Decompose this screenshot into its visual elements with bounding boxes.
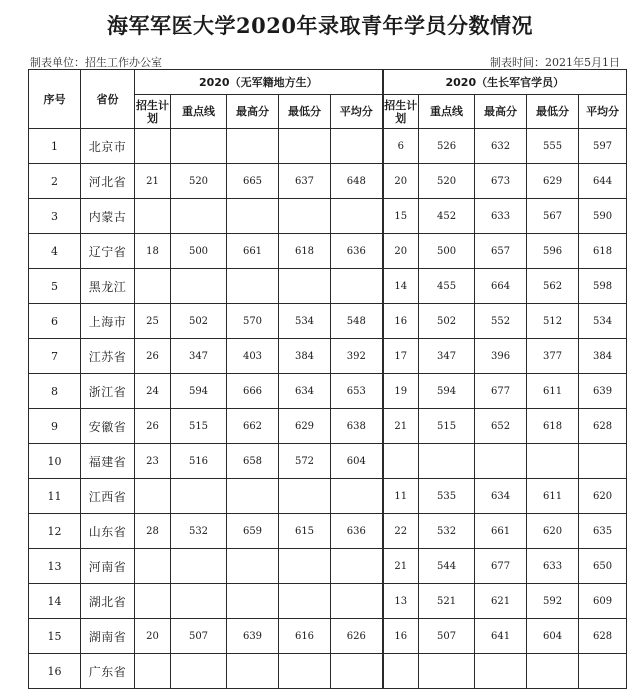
local-min-score: [279, 654, 331, 689]
cadet-key-line: 520: [419, 164, 475, 199]
local-min-score: 637: [279, 164, 331, 199]
local-avg-score: 653: [331, 374, 383, 409]
cadet-plan: 16: [383, 304, 419, 339]
header-plan: 招生计划: [383, 95, 419, 129]
cadet-plan: 20: [383, 234, 419, 269]
local-plan: 25: [135, 304, 171, 339]
local-plan: [135, 584, 171, 619]
row-province: 辽宁省: [81, 234, 135, 269]
local-plan: [135, 549, 171, 584]
cadet-max-score: 664: [475, 269, 527, 304]
table-row: [29, 269, 627, 304]
cadet-avg-score: 639: [579, 374, 627, 409]
page-title: 海军军医大学2020年录取青年学员分数情况: [107, 13, 533, 38]
cadet-plan: 20: [383, 164, 419, 199]
row-province: 上海市: [81, 304, 135, 339]
cadet-key-line: 507: [419, 619, 475, 654]
cadet-avg-score: 534: [579, 304, 627, 339]
cadet-max-score: 677: [475, 549, 527, 584]
cadet-avg-score: 650: [579, 549, 627, 584]
table-row: [29, 199, 627, 234]
header-min: 最低分: [527, 95, 579, 129]
cadet-avg-score: 644: [579, 164, 627, 199]
local-key-line: 532: [171, 514, 227, 549]
local-plan: 28: [135, 514, 171, 549]
row-province: 湖北省: [81, 584, 135, 619]
table-row: [29, 619, 627, 654]
cadet-min-score: 555: [527, 129, 579, 164]
cadet-key-line: 532: [419, 514, 475, 549]
row-seq: 4: [29, 234, 81, 269]
table-row: [29, 409, 627, 444]
local-max-score: [227, 199, 279, 234]
cadet-key-line: 500: [419, 234, 475, 269]
local-plan: [135, 654, 171, 689]
table-row: [29, 129, 627, 164]
table-row: [29, 584, 627, 619]
cadet-max-score: 396: [475, 339, 527, 374]
local-plan: [135, 269, 171, 304]
local-key-line: [171, 584, 227, 619]
cadet-plan: 14: [383, 269, 419, 304]
cadet-key-line: [419, 444, 475, 479]
local-key-line: 594: [171, 374, 227, 409]
row-province: 内蒙古: [81, 199, 135, 234]
local-max-score: 662: [227, 409, 279, 444]
local-avg-score: [331, 129, 383, 164]
local-key-line: [171, 199, 227, 234]
cadet-avg-score: 628: [579, 409, 627, 444]
local-key-line: 347: [171, 339, 227, 374]
cadet-key-line: 502: [419, 304, 475, 339]
local-avg-score: 392: [331, 339, 383, 374]
header-avg: 平均分: [579, 95, 627, 129]
local-max-score: [227, 584, 279, 619]
local-key-line: [171, 654, 227, 689]
cadet-max-score: 633: [475, 199, 527, 234]
cadet-min-score: 611: [527, 374, 579, 409]
cadet-plan: 6: [383, 129, 419, 164]
local-plan: 20: [135, 619, 171, 654]
local-min-score: 618: [279, 234, 331, 269]
cadet-max-score: 657: [475, 234, 527, 269]
local-max-score: [227, 549, 279, 584]
local-key-line: [171, 479, 227, 514]
row-province: 河北省: [81, 164, 135, 199]
local-min-score: [279, 479, 331, 514]
cadet-plan: 13: [383, 584, 419, 619]
local-avg-score: [331, 479, 383, 514]
cadet-avg-score: 618: [579, 234, 627, 269]
cadet-key-line: 526: [419, 129, 475, 164]
local-avg-score: 604: [331, 444, 383, 479]
local-avg-score: 636: [331, 514, 383, 549]
cadet-avg-score: 635: [579, 514, 627, 549]
cadet-avg-score: 620: [579, 479, 627, 514]
row-seq: 8: [29, 374, 81, 409]
cadet-key-line: 452: [419, 199, 475, 234]
header-line: 重点线: [419, 95, 475, 129]
local-key-line: [171, 129, 227, 164]
cadet-min-score: 377: [527, 339, 579, 374]
local-min-score: 615: [279, 514, 331, 549]
cadet-plan: 11: [383, 479, 419, 514]
local-avg-score: [331, 199, 383, 234]
local-plan: [135, 199, 171, 234]
local-min-score: 534: [279, 304, 331, 339]
cadet-min-score: [527, 654, 579, 689]
cadet-min-score: 592: [527, 584, 579, 619]
local-avg-score: [331, 584, 383, 619]
row-seq: 10: [29, 444, 81, 479]
table-row: [29, 654, 627, 689]
cadet-min-score: 562: [527, 269, 579, 304]
maker-unit: 制表单位：招生工作办公室: [30, 56, 162, 69]
cadet-min-score: 633: [527, 549, 579, 584]
row-province: 河南省: [81, 549, 135, 584]
local-max-score: [227, 654, 279, 689]
cadet-avg-score: [579, 654, 627, 689]
cadet-key-line: 347: [419, 339, 475, 374]
cadet-min-score: 596: [527, 234, 579, 269]
local-max-score: 666: [227, 374, 279, 409]
table-row: [29, 234, 627, 269]
cadet-max-score: 641: [475, 619, 527, 654]
cadet-key-line: 594: [419, 374, 475, 409]
row-seq: 12: [29, 514, 81, 549]
cadet-min-score: 567: [527, 199, 579, 234]
header-seq: 序号: [29, 70, 81, 129]
local-max-score: [227, 129, 279, 164]
cadet-key-line: 535: [419, 479, 475, 514]
header-max: 最高分: [227, 95, 279, 129]
local-key-line: 516: [171, 444, 227, 479]
local-min-score: [279, 549, 331, 584]
header-group-cadet: 2020（生长军官学员）: [383, 70, 627, 95]
table-row: [29, 374, 627, 409]
cadet-avg-score: 384: [579, 339, 627, 374]
cadet-avg-score: 609: [579, 584, 627, 619]
make-time: 制表时间：2021年5月1日: [490, 56, 620, 69]
cadet-avg-score: 628: [579, 619, 627, 654]
cadet-min-score: 618: [527, 409, 579, 444]
local-min-score: 384: [279, 339, 331, 374]
local-key-line: [171, 269, 227, 304]
local-plan: [135, 479, 171, 514]
cadet-max-score: 661: [475, 514, 527, 549]
header-province: 省份: [81, 70, 135, 129]
cadet-key-line: 515: [419, 409, 475, 444]
row-seq: 1: [29, 129, 81, 164]
cadet-max-score: [475, 654, 527, 689]
cadet-max-score: 552: [475, 304, 527, 339]
row-province: 山东省: [81, 514, 135, 549]
cadet-avg-score: 598: [579, 269, 627, 304]
table-row: [29, 339, 627, 374]
row-seq: 13: [29, 549, 81, 584]
local-max-score: [227, 479, 279, 514]
row-seq: 5: [29, 269, 81, 304]
local-plan: 26: [135, 339, 171, 374]
local-avg-score: [331, 549, 383, 584]
cadet-max-score: 621: [475, 584, 527, 619]
local-min-score: [279, 129, 331, 164]
cadet-plan: 15: [383, 199, 419, 234]
header-line: 重点线: [171, 95, 227, 129]
cadet-plan: 19: [383, 374, 419, 409]
row-province: 江西省: [81, 479, 135, 514]
cadet-plan: 21: [383, 409, 419, 444]
row-province: 福建省: [81, 444, 135, 479]
local-plan: 18: [135, 234, 171, 269]
local-min-score: 629: [279, 409, 331, 444]
cadet-max-score: 634: [475, 479, 527, 514]
cadet-max-score: [475, 444, 527, 479]
cadet-plan: 21: [383, 549, 419, 584]
row-province: 北京市: [81, 129, 135, 164]
cadet-avg-score: [579, 444, 627, 479]
cadet-plan: 22: [383, 514, 419, 549]
local-key-line: 502: [171, 304, 227, 339]
cadet-key-line: 544: [419, 549, 475, 584]
row-seq: 9: [29, 409, 81, 444]
cadet-key-line: [419, 654, 475, 689]
row-seq: 14: [29, 584, 81, 619]
cadet-min-score: 604: [527, 619, 579, 654]
local-plan: 24: [135, 374, 171, 409]
score-table: [28, 69, 627, 689]
row-seq: 3: [29, 199, 81, 234]
local-max-score: 639: [227, 619, 279, 654]
row-province: 黑龙江: [81, 269, 135, 304]
cadet-key-line: 521: [419, 584, 475, 619]
local-max-score: 403: [227, 339, 279, 374]
cadet-plan: [383, 654, 419, 689]
local-min-score: [279, 199, 331, 234]
table-row: [29, 164, 627, 199]
local-key-line: 520: [171, 164, 227, 199]
row-seq: 15: [29, 619, 81, 654]
header-plan: 招生计划: [135, 95, 171, 129]
table-row: [29, 549, 627, 584]
row-seq: 11: [29, 479, 81, 514]
cadet-min-score: 629: [527, 164, 579, 199]
header-group-local: 2020（无军籍地方生）: [135, 70, 383, 95]
cadet-max-score: 632: [475, 129, 527, 164]
local-avg-score: [331, 269, 383, 304]
cadet-key-line: 455: [419, 269, 475, 304]
header-max: 最高分: [475, 95, 527, 129]
cadet-max-score: 673: [475, 164, 527, 199]
local-max-score: 658: [227, 444, 279, 479]
row-seq: 6: [29, 304, 81, 339]
table-row: [29, 444, 627, 479]
table-row: [29, 304, 627, 339]
table-body: [29, 129, 627, 689]
row-province: 安徽省: [81, 409, 135, 444]
cadet-min-score: 620: [527, 514, 579, 549]
cadet-max-score: 652: [475, 409, 527, 444]
cadet-avg-score: 590: [579, 199, 627, 234]
row-seq: 7: [29, 339, 81, 374]
local-min-score: [279, 269, 331, 304]
local-min-score: 634: [279, 374, 331, 409]
header-avg: 平均分: [331, 95, 383, 129]
local-max-score: 570: [227, 304, 279, 339]
local-key-line: 500: [171, 234, 227, 269]
local-plan: [135, 129, 171, 164]
local-plan: 23: [135, 444, 171, 479]
local-min-score: [279, 584, 331, 619]
table-row: [29, 479, 627, 514]
local-avg-score: 636: [331, 234, 383, 269]
local-max-score: 665: [227, 164, 279, 199]
local-plan: 21: [135, 164, 171, 199]
local-key-line: [171, 549, 227, 584]
cadet-max-score: 677: [475, 374, 527, 409]
local-avg-score: 638: [331, 409, 383, 444]
local-plan: 26: [135, 409, 171, 444]
table-row: [29, 514, 627, 549]
local-avg-score: 626: [331, 619, 383, 654]
local-key-line: 515: [171, 409, 227, 444]
cadet-min-score: 512: [527, 304, 579, 339]
local-max-score: 659: [227, 514, 279, 549]
row-province: 湖南省: [81, 619, 135, 654]
local-avg-score: 648: [331, 164, 383, 199]
local-min-score: 572: [279, 444, 331, 479]
header-min: 最低分: [279, 95, 331, 129]
cadet-plan: 16: [383, 619, 419, 654]
local-avg-score: [331, 654, 383, 689]
cadet-plan: [383, 444, 419, 479]
cadet-min-score: [527, 444, 579, 479]
local-key-line: 507: [171, 619, 227, 654]
local-avg-score: 548: [331, 304, 383, 339]
local-max-score: 661: [227, 234, 279, 269]
row-province: 广东省: [81, 654, 135, 689]
cadet-min-score: 611: [527, 479, 579, 514]
row-province: 浙江省: [81, 374, 135, 409]
row-seq: 16: [29, 654, 81, 689]
local-max-score: [227, 269, 279, 304]
local-min-score: 616: [279, 619, 331, 654]
row-seq: 2: [29, 164, 81, 199]
row-province: 江苏省: [81, 339, 135, 374]
cadet-avg-score: 597: [579, 129, 627, 164]
cadet-plan: 17: [383, 339, 419, 374]
